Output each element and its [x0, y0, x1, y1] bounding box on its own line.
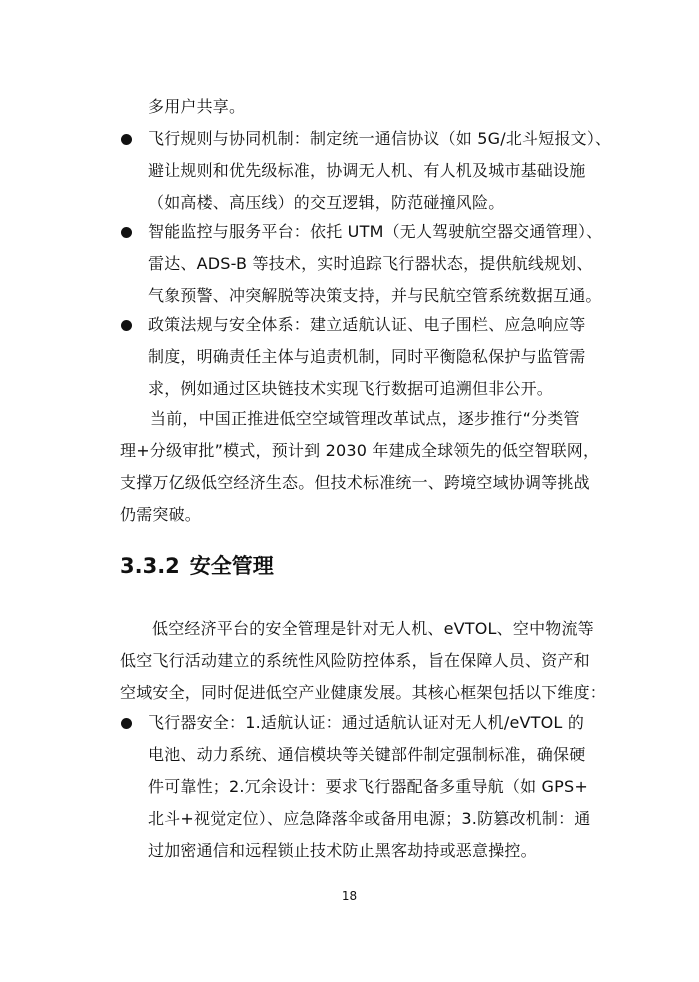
bullet-4-line-3: 件可靠性；2.冗余设计：要求飞行器配备多重导航（如 GPS+ [148, 777, 588, 796]
bullet-1-line-3: （如高楼、高压线）的交互逻辑，防范碰撞风险。 [148, 193, 505, 212]
bullet-1-line-2: 避让规则和优先级标准，协调无人机、有人机及城市基础设施 [148, 161, 586, 180]
bullet-2-line-2: 雷达、ADS-B 等技术，实时追踪飞行器状态，提供航线规划、 [148, 254, 593, 273]
paragraph-1-line-1: 当前，中国正推进低空空域管理改革试点，逐步推行“分类管 [150, 409, 580, 428]
paragraph-1-line-4: 仍需突破。 [120, 505, 202, 524]
bullet-2-line-3: 气象预警、冲突解脱等决策支持，并与民航空管系统数据互通。 [148, 286, 602, 305]
bullet-4-line-2: 电池、动力系统、通信模块等关键部件制定强制标准，确保硬 [148, 745, 586, 764]
intro-line: 多用户共享。 [148, 97, 246, 116]
bullet-4-line-4: 北斗+视觉定位）、应急降落伞或备用电源；3.防篡改机制：通 [148, 809, 591, 828]
section-number: 3.3.2 [120, 554, 180, 578]
bullet-dot-icon [121, 718, 132, 729]
bullet-3-line-3: 求，例如通过区块链技术实现飞行数据可追溯但非公开。 [148, 379, 554, 398]
bullet-dot-icon [121, 134, 132, 145]
paragraph-2-line-3: 空域安全，同时促进低空产业健康发展。其核心框架包括以下维度： [120, 683, 607, 702]
paragraph-1-line-2: 理+分级审批”模式，预计到 2030 年建成全球领先的低空智联网， [120, 441, 600, 460]
page-number: 18 [341, 889, 358, 903]
paragraph-1-line-3: 支撑万亿级低空经济生态。但技术标准统一、跨境空域协调等挑战 [120, 473, 590, 492]
bullet-4-line-5: 过加密通信和远程锁止技术防止黑客劫持或恶意操控。 [148, 841, 537, 860]
paragraph-2-line-2: 低空飞行活动建立的系统性风险防控体系，旨在保障人员、资产和 [120, 651, 590, 670]
section-title: 安全管理 [189, 554, 274, 578]
bullet-3-line-2: 制度，明确责任主体与追责机制，同时平衡隐私保护与监管需 [148, 347, 586, 366]
paragraph-2-line-1: 低空经济平台的安全管理是针对无人机、eVTOL、空中物流等 [152, 619, 594, 638]
bullet-4-line-1: 飞行器安全：1.适航认证：通过适航认证对无人机/eVTOL 的 [148, 713, 585, 732]
bullet-dot-icon [121, 320, 132, 331]
bullet-1-line-1: 飞行规则与协同机制：制定统一通信协议（如 5G/北斗短报文）、 [148, 129, 612, 148]
bullet-dot-icon [121, 227, 132, 238]
section-heading [120, 552, 274, 580]
bullet-3-line-1: 政策法规与安全体系：建立适航认证、电子围栏、应急响应等 [148, 315, 586, 334]
bullet-2-line-1: 智能监控与服务平台：依托 UTM（无人驾驶航空器交通管理）、 [148, 222, 603, 241]
